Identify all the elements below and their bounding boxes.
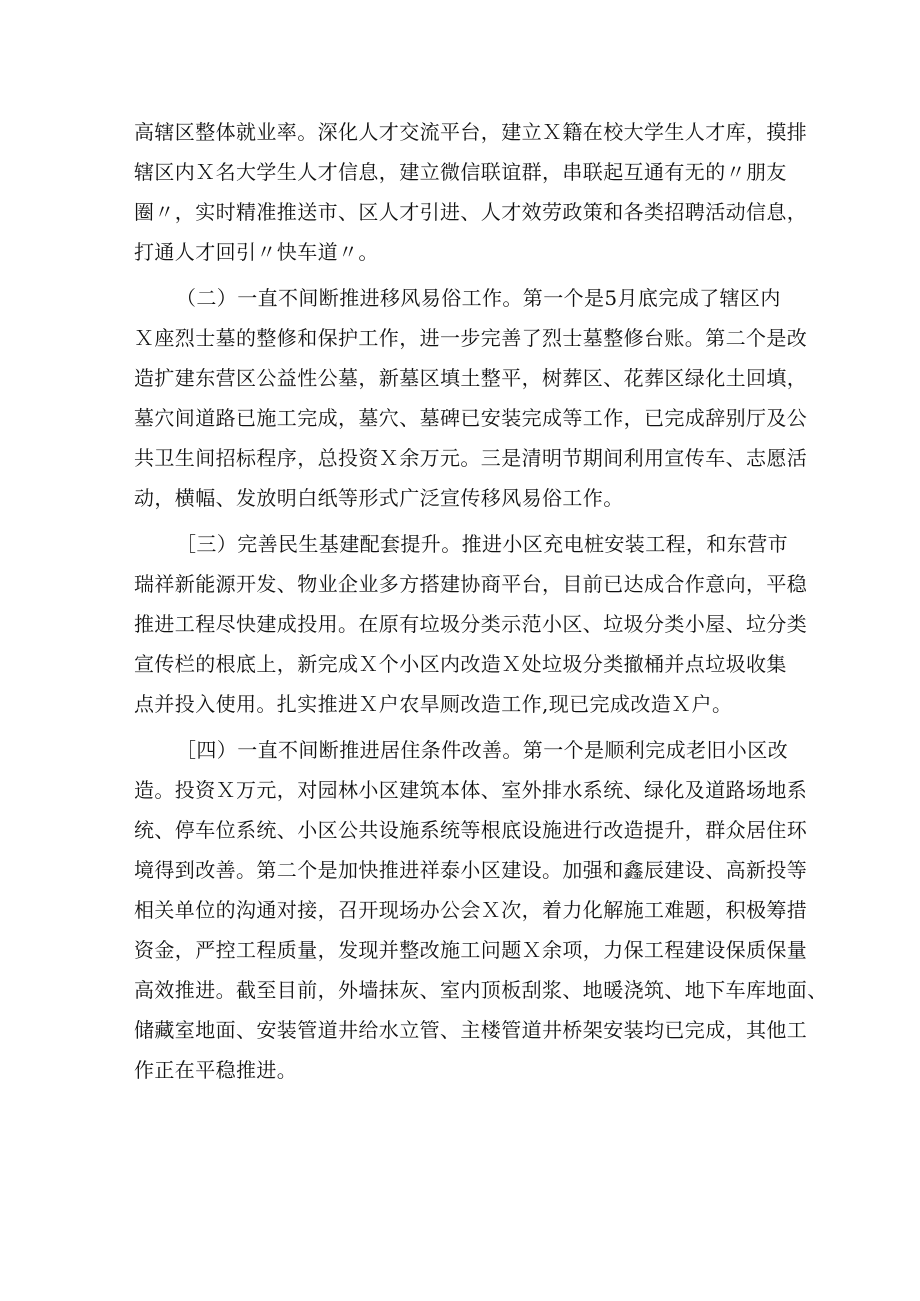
- text-line: 共卫生间招标程序，总投资Ｘ余万元。三是清明节期间利用宣传车、志愿活: [134, 446, 808, 470]
- text-line: 统、停车位系统、小区公共设施系统等根底设施进行改造提升，群众居住环: [134, 818, 808, 842]
- text-line: 墓穴间道路已施工完成，墓穴、墓碑已安装完成等工作，已完成辞别厅及公: [134, 406, 808, 430]
- text-line: 造。投资Ｘ万元，对园林小区建筑本体、室外排水系统、绿化及道路场地系: [134, 778, 808, 802]
- text-line: 圈〃，实时精准推送市、区人才引进、人才效劳政策和各类招聘活动信息，: [134, 200, 808, 224]
- text-line: 储藏室地面、安装管道井给水立管、主楼管道井桥架安装均已完成，其他工: [134, 1018, 808, 1042]
- text-line: 境得到改善。第二个是加快推进祥泰小区建设。加强和鑫辰建设、高新投等: [134, 858, 808, 882]
- document-body: [134, 112, 828, 1090]
- text-line: Ｘ座烈士墓的整修和保护工作，进一步完善了烈士墓整修台账。第二个是改: [134, 326, 808, 350]
- paragraph-heading-line: ［四）一直不间断推进居住条件改善。第一个是顺利完成老旧小区改: [176, 738, 788, 762]
- text-line: 作正在平稳推进。: [134, 1058, 298, 1082]
- text-line: 造扩建东营区公益性公墓，新墓区填土整平，树葬区、花葬区绿化土回填，: [134, 366, 808, 390]
- text-line: 推进工程尽快建成投用。在原有垃圾分类示范小区、垃圾分类小屋、垃分类: [134, 612, 808, 636]
- text-line: 高效推进。截至目前，外墙抹灰、室内顶板刮浆、地暖浇筑、地下车库地面、: [134, 978, 828, 1002]
- text-line: 资金，严控工程质量，发现并整改施工问题Ｘ余项，力保工程建设保质保量: [134, 938, 808, 962]
- text-line: 点并投入使用。扎实推进Ｘ户农旱厕改造工作,现已完成改造Ｘ户。: [134, 692, 733, 716]
- text-line: 动，横幅、发放明白纸等形式广泛宣传移风易俗工作。: [134, 486, 624, 510]
- text-line: 相关单位的沟通对接，召开现场办公会Ｘ次，着力化解施工难题，积极筹措: [134, 898, 808, 922]
- text-line: 瑞祥新能源开发、物业企业多方搭建协商平台，目前已达成合作意向，平稳: [134, 572, 808, 596]
- paragraph-heading-line: （二）一直不间断推进移风易俗工作。第一个是5月底完成了辖区内: [176, 286, 781, 310]
- text-line: 辖区内Ｘ名大学生人才信息，建立微信联谊群，串联起互通有无的〃朋友: [134, 160, 787, 184]
- text-line: 打通人才回引〃快车道〃。: [134, 240, 379, 264]
- text-line: 高辖区整体就业率。深化人才交流平台，建立Ｘ籍在校大学生人才库，摸排: [134, 120, 808, 144]
- paragraph-heading-line: ［三）完善民生基建配套提升。推进小区充电桩安装工程，和东营市: [176, 532, 788, 556]
- text-line: 宣传栏的根底上，新完成Ｘ个小区内改造Ｘ处垃圾分类撤桶并点垃圾收集: [134, 652, 787, 676]
